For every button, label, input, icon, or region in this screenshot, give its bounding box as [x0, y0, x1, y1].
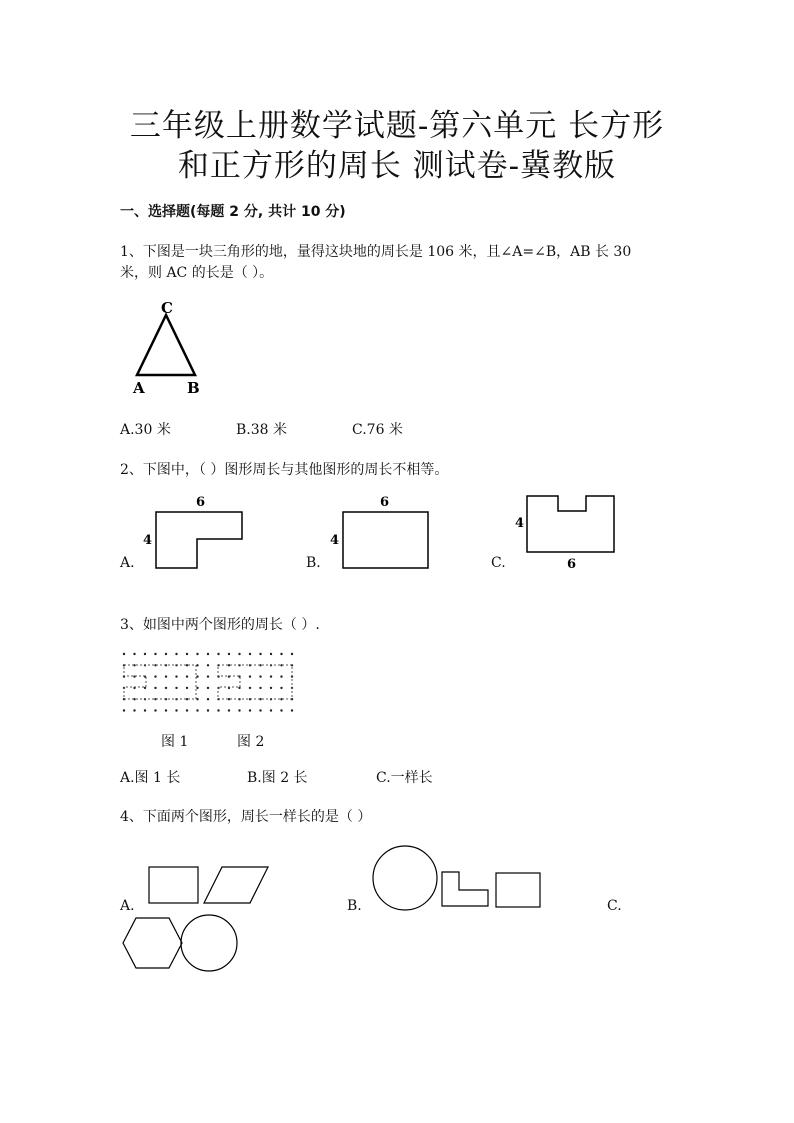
grid-dot: [291, 709, 293, 711]
figure-2-outline: [218, 665, 292, 699]
question-2-text: 2、下图中，（ ）图形周长与其他图形的周长不相等。: [120, 462, 449, 478]
figure-2-caption: 图 2: [237, 734, 265, 750]
grid-dot: [228, 698, 230, 700]
grid-dot: [238, 709, 240, 711]
grid-dot: [165, 675, 167, 677]
grid-dot: [207, 709, 209, 711]
grid-dot: [217, 653, 219, 655]
parallelogram-shape: [204, 867, 268, 903]
grid-dot: [196, 675, 198, 677]
square-shape: [149, 867, 198, 903]
grid-dot: [175, 709, 177, 711]
q4-option-b-label[interactable]: B.: [347, 898, 362, 914]
q1-option-a[interactable]: A.30 米: [120, 422, 171, 438]
grid-dot: [123, 653, 125, 655]
notched-rectangle-shape: [527, 496, 614, 552]
l-shape-figure: [140, 490, 250, 575]
grid-dot: [196, 687, 198, 689]
grid-dot: [196, 709, 198, 711]
hexagon-shape: [123, 918, 182, 968]
grid-dot: [280, 675, 282, 677]
q2-option-b-label[interactable]: B.: [306, 555, 321, 571]
grid-dot: [228, 653, 230, 655]
q3-option-b[interactable]: B.图 2 长: [247, 770, 308, 786]
grid-dot: [165, 709, 167, 711]
grid-dot: [186, 709, 188, 711]
grid-dot: [165, 653, 167, 655]
grid-dot: [207, 675, 209, 677]
rectangle-figure: [325, 490, 435, 575]
dot-grid: [123, 653, 293, 712]
circle-shape: [373, 846, 437, 910]
rectangle-shape: [343, 512, 428, 568]
grid-dot: [175, 687, 177, 689]
grid-dot: [196, 698, 198, 700]
grid-dot: [259, 687, 261, 689]
q4-option-a-label[interactable]: A.: [120, 898, 135, 914]
grid-dot: [165, 687, 167, 689]
grid-dot: [186, 675, 188, 677]
grid-dot: [207, 653, 209, 655]
grid-dot: [144, 687, 146, 689]
grid-dot: [280, 687, 282, 689]
q2-option-a-label[interactable]: A.: [120, 555, 135, 571]
rectangle-shape-b: [496, 873, 540, 907]
notched-rectangle-bottom-label: 6: [567, 557, 577, 572]
grid-dot: [238, 687, 240, 689]
l-polygon-shape: [442, 872, 488, 906]
grid-dot: [196, 653, 198, 655]
grid-dot: [249, 675, 251, 677]
grid-dot: [280, 709, 282, 711]
grid-dot: [133, 653, 135, 655]
q4-option-a-shapes: [140, 860, 275, 910]
page-title-line-1: 三年级上册数学试题-第六单元 长方形: [129, 108, 665, 144]
grid-dot: [154, 709, 156, 711]
section-heading: 一、选择题(每题 2 分, 共计 10 分): [120, 204, 346, 220]
grid-dot: [259, 675, 261, 677]
grid-dot: [249, 653, 251, 655]
question-4-text: 4、下面两个图形，周长一样长的是（ ）: [120, 809, 372, 825]
q4-option-b-shapes: [368, 840, 548, 915]
question-1-line-1: 1、下图是一块三角形的地，量得这块地的周长是 106 米，且∠A=∠B，AB 长 30: [120, 244, 632, 260]
q3-option-c[interactable]: C.一样长: [376, 770, 433, 786]
grid-dot: [186, 653, 188, 655]
notched-rectangle-side-label: 4: [515, 516, 525, 531]
grid-dot: [270, 687, 272, 689]
grid-dot: [228, 709, 230, 711]
figure-1-caption: 图 1: [161, 734, 189, 750]
q4-option-c-label[interactable]: C.: [607, 898, 622, 914]
q1-option-b[interactable]: B.38 米: [236, 422, 288, 438]
vertex-b-label: B: [187, 379, 200, 397]
grid-dot: [154, 687, 156, 689]
page-title-line-2: 和正方形的周长 测试卷-冀教版: [177, 148, 617, 184]
q2-option-c-label[interactable]: C.: [491, 555, 506, 571]
grid-dot: [175, 675, 177, 677]
grid-dot: [154, 675, 156, 677]
grid-dot: [123, 709, 125, 711]
grid-dot: [249, 687, 251, 689]
grid-dot: [270, 675, 272, 677]
triangle-figure: [125, 295, 215, 400]
grid-dot: [291, 653, 293, 655]
grid-dot: [249, 709, 251, 711]
triangle-shape: [137, 315, 195, 375]
grid-dot: [238, 653, 240, 655]
grid-dot: [144, 653, 146, 655]
grid-dot: [144, 709, 146, 711]
l-shape: [156, 512, 242, 568]
rectangle-top-label: 6: [380, 495, 390, 510]
figure-1-outline: [124, 665, 196, 699]
vertex-c-label: C: [161, 299, 173, 317]
grid-dot: [196, 664, 198, 666]
q1-option-c[interactable]: C.76 米: [352, 422, 403, 438]
grid-dot: [207, 664, 209, 666]
grid-dot: [154, 653, 156, 655]
vertex-a-label: A: [133, 379, 145, 397]
grid-dot: [175, 653, 177, 655]
grid-dot: [186, 687, 188, 689]
grid-dot: [186, 698, 188, 700]
grid-dot: [186, 664, 188, 666]
dot-grid-figure: [116, 648, 306, 720]
rectangle-side-label: 4: [330, 533, 340, 548]
q3-option-a[interactable]: A.图 1 长: [120, 770, 181, 786]
l-shape-side-label: 4: [143, 533, 153, 548]
grid-dot: [270, 653, 272, 655]
grid-dot: [259, 653, 261, 655]
grid-dot: [280, 653, 282, 655]
grid-dot: [270, 709, 272, 711]
grid-dot: [207, 698, 209, 700]
grid-dot: [259, 709, 261, 711]
question-3-text: 3、如图中两个图形的周长（ ）.: [120, 617, 320, 633]
q4-option-c-shapes: [118, 910, 248, 975]
grid-dot: [133, 709, 135, 711]
l-shape-top-label: 6: [196, 495, 206, 510]
notched-rectangle-figure: [510, 490, 620, 575]
grid-dot: [207, 687, 209, 689]
question-1-line-2: 米，则 AC 的长是（ ）。: [120, 265, 274, 281]
grid-dot: [217, 709, 219, 711]
grid-dot: [228, 664, 230, 666]
circle-shape-c: [181, 915, 237, 971]
